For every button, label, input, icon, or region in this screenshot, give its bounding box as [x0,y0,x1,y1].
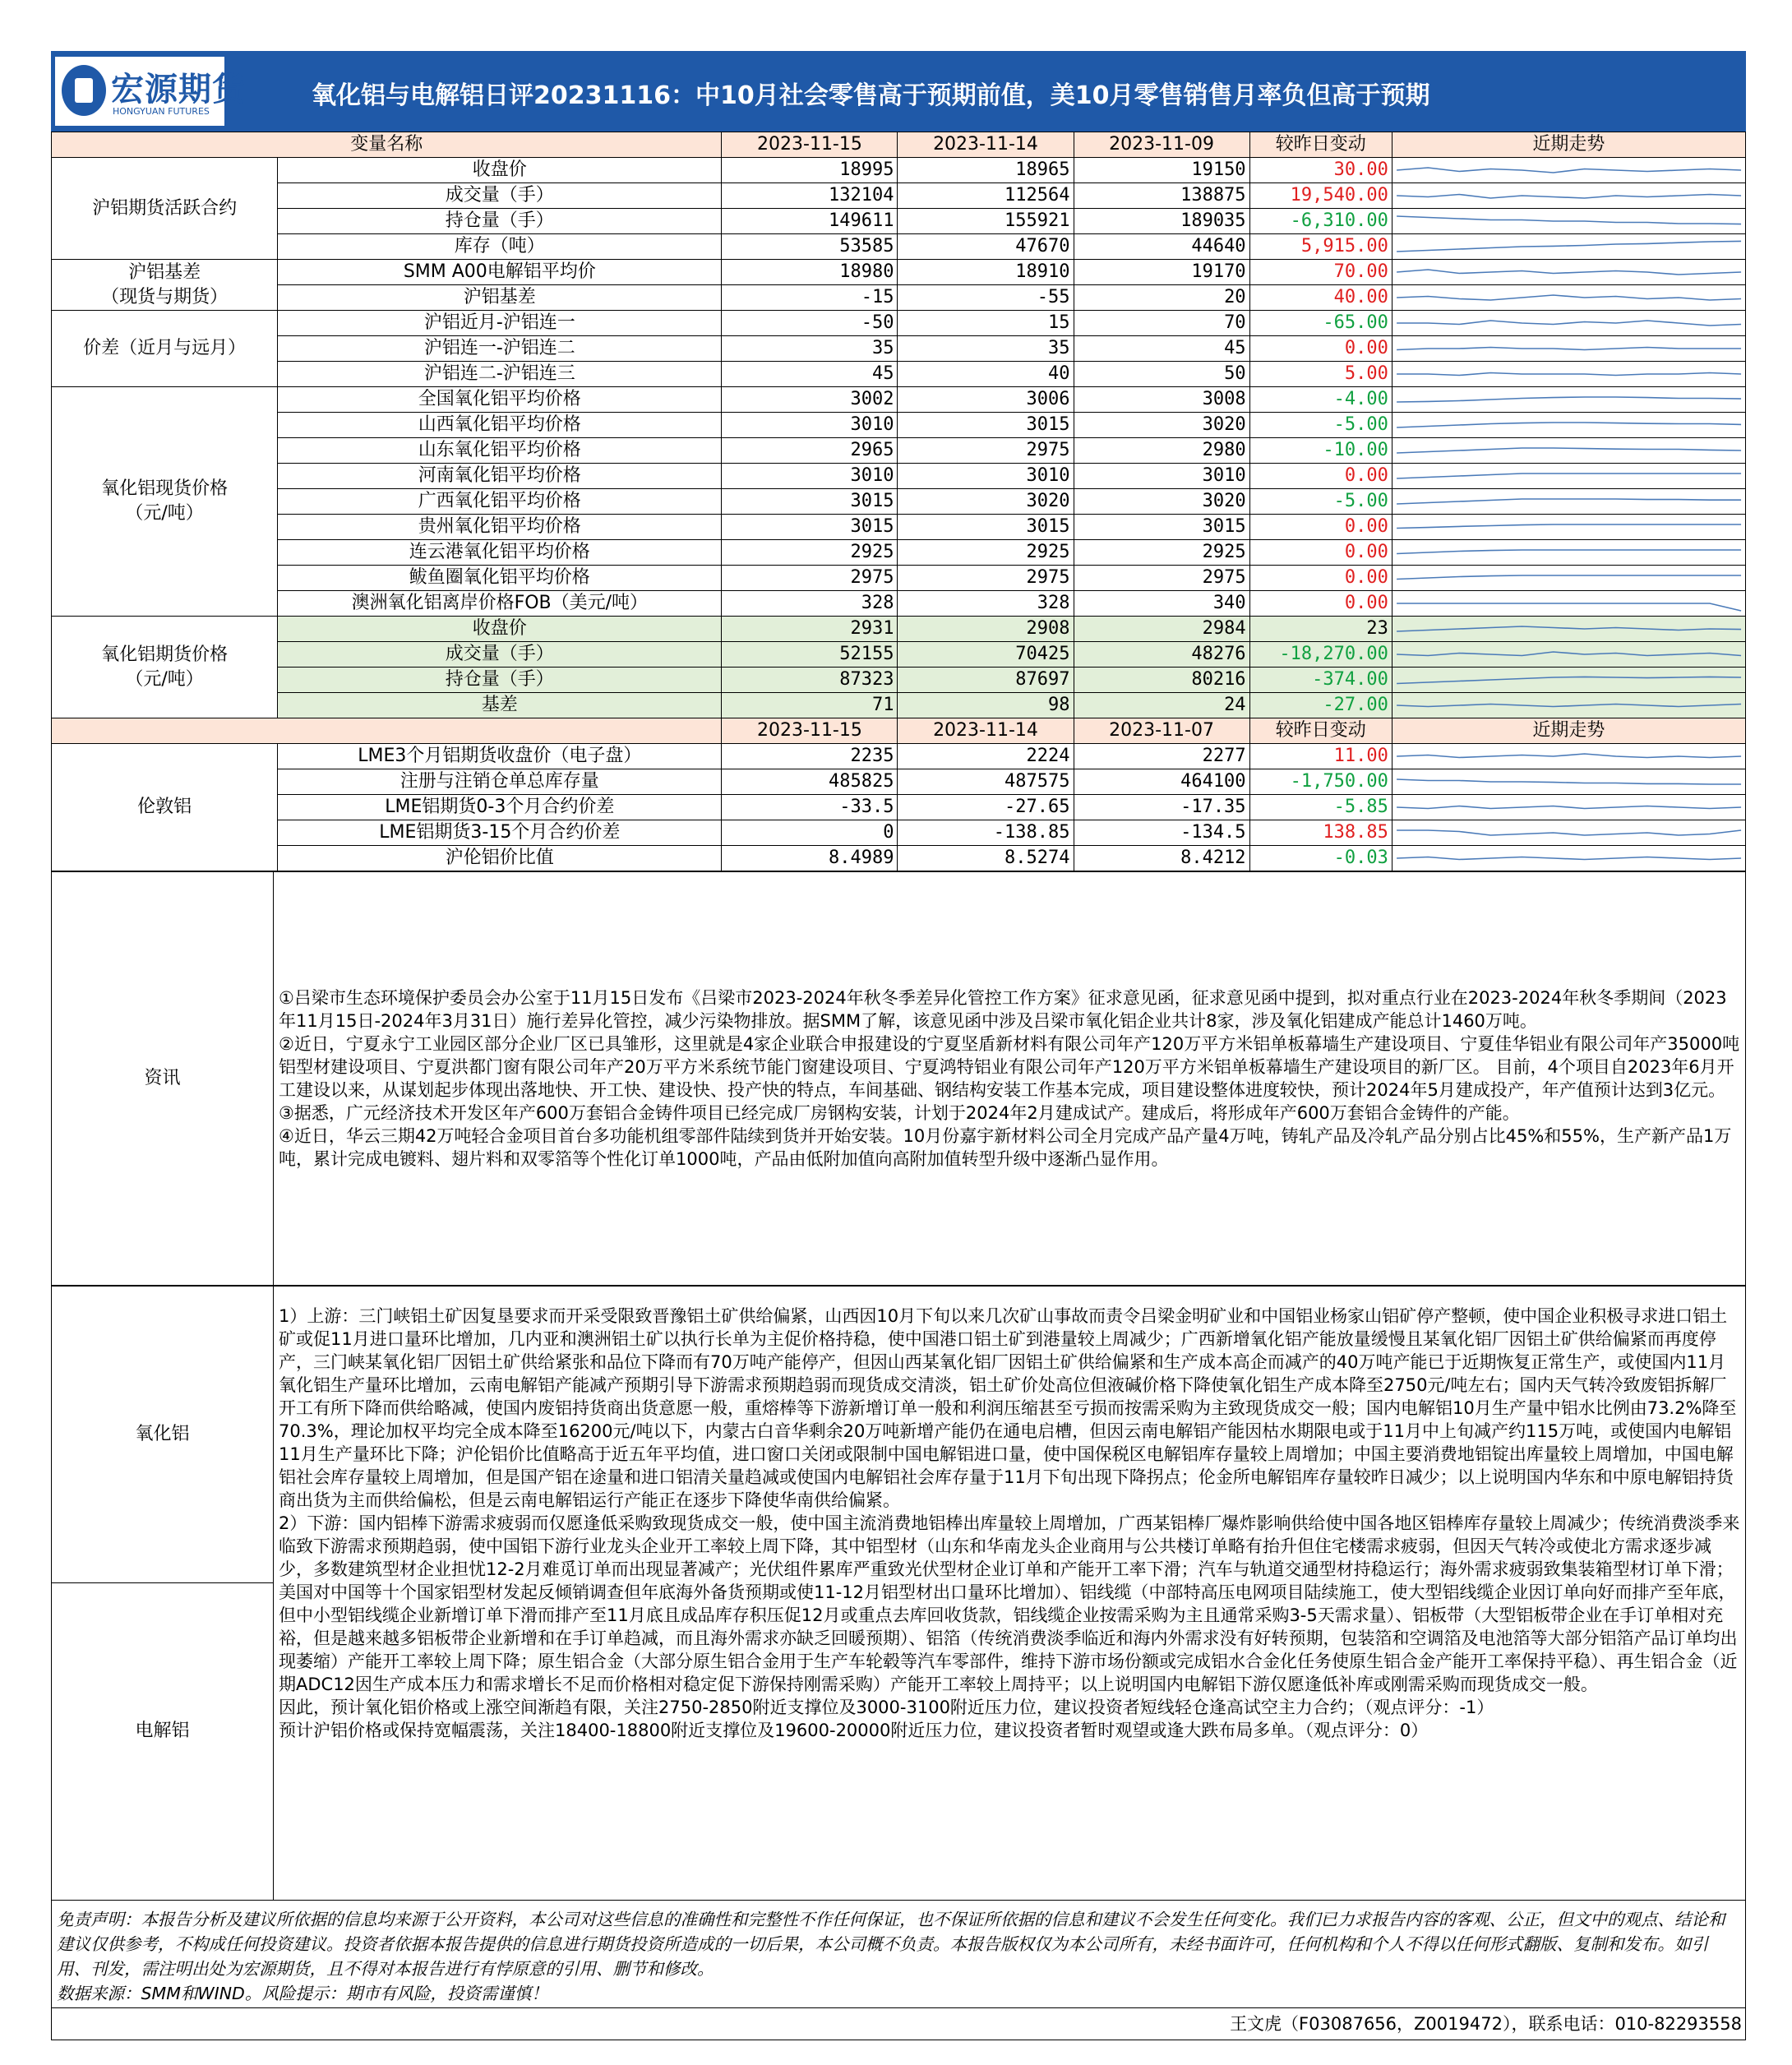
table-row [52,591,1746,617]
sparkline [1392,387,1745,413]
value-cell: 20 [1074,285,1249,311]
table-row [52,515,1746,540]
variable-name: 贵州氧化铝平均价格 [278,515,722,540]
sparkline-path [1397,830,1741,835]
value-cell: 3020 [1074,413,1249,438]
value-cell: 2925 [1074,540,1249,566]
value-cell: 2277 [1074,744,1249,769]
sparkline [1392,642,1745,668]
change-cell: 0.00 [1249,336,1392,362]
value-cell: 3008 [1074,387,1249,413]
sparkline-path [1397,195,1741,199]
sparkline-path [1397,603,1741,611]
sparkline-path [1397,857,1741,860]
value-cell: 2975 [1074,566,1249,591]
value-cell: 3015 [722,489,898,515]
analysis-upstream: 1）上游：三门峡铝土矿因复垦要求而开采受限致晋豫铝土矿供给偏紧，山西因10月下旬以来几次矿山事故而责令吕梁金明矿业和中国铝业杨家山铝矿停产整顿，使中国企业积极寻求进口铝土矿或促11月进口量环比增加，几内亚和澳洲铝土矿以执行长单为主促价格持稳，使中国港口铝土矿到港量较上周减少；广西新增氧化铝产能放量缓慢且某氧化铝厂因铝土矿供给偏紧而再度停产，三门峡某氧化铝厂因铝土矿供给紧张和品位下降而有70万吨产能停产，但因山西某氧化铝厂因铝土矿供给偏紧和生产成本高企而减产的40万吨产能已于近期恢复正常生产，或使国内11月氧化铝生产量环比增加，云南电解铝产能减产预期引导下游需求预期趋弱而现货成交清淡，铝土矿价处高位但液碱价格下降使氧化铝生产成本降至2750元/吨左右；国内天气转冷致废铝拆解厂开工有所下降而供给略减，使国内废铝持货商出货意愿一般，重熔棒等下游新增订单一般和利润压缩甚至亏损而按需采购为主致现货成交一般；国内电解铝10月生产量中铝水比例由73.2%降至70.3%，理论加权平均完全成本降至16200元/吨以下，内蒙古白音华剩余20万吨新增产能仍在通电启槽，但因云南电解铝产能因枯水期限电或于11月中上旬减产约115万吨，或使国内电解铝11月生产量环比下降；沪伦铝价比值略高于近五年平均值，进口窗口关闭或限制中国电解铝进口量，使中国保税区电解铝库存量较上周增加；中国主要消费地铝锭出库量较上周增加，中国电解铝社会库存量较上周增加，但是国产铝在途量和进口铝清关量趋减或使国内电解铝社会库存量于11月下旬出现下降拐点；伦金所电解铝库存量较昨日减少；以上说明国内华东和中原电解铝持货商出货为主而供给偏松，但是云南电解铝运行产能正在逐步下降使华南供给偏紧。 [279,1306,1737,1510]
table-row [52,668,1746,693]
variable-name: 山西氧化铝平均价格 [278,413,722,438]
sparkline [1392,744,1745,769]
sparkline [1392,820,1745,846]
sparkline [1392,540,1745,566]
sparkline-path [1397,474,1741,478]
value-cell: 45 [722,362,898,387]
sparkline [1392,234,1745,260]
sparkline-path [1397,524,1741,529]
value-cell: 2931 [722,617,898,642]
group-label [52,158,278,260]
header-cell: 较昨日变动 [1249,718,1392,744]
variable-name: 库存（吨） [278,234,722,260]
analyst-contact: 王文虎（F03087656，Z0019472），联系电话：010-82293558 [51,2008,1746,2040]
table-row [52,158,1746,183]
sparkline [1392,591,1745,617]
report-title: 氧化铝与电解铝日评20231116：中10月社会零售高于预期前值，美10月零售销售月率负但高于预期 [312,81,1430,110]
data-source: 数据来源：SMM和WIND。风险提示：期市有风险，投资需谨慎！ [57,1984,548,2003]
value-cell: 3020 [898,489,1074,515]
change-cell: -1,750.00 [1249,769,1392,795]
header-cell: 2023-11-14 [898,132,1074,158]
change-cell: -5.00 [1249,489,1392,515]
variable-name: 鲅鱼圈氧化铝平均价格 [278,566,722,591]
change-cell: 138.85 [1249,820,1392,846]
value-cell: 70 [1074,311,1249,336]
value-cell: 18910 [898,260,1074,285]
change-cell: -65.00 [1249,311,1392,336]
change-cell: 0.00 [1249,566,1392,591]
header-cell: 近期走势 [1392,718,1745,744]
change-cell: -0.03 [1249,846,1392,871]
header-cell: 2023-11-14 [898,718,1074,744]
value-cell: 24 [1074,693,1249,718]
change-cell: 0.00 [1249,540,1392,566]
disclaimer-text: 免责声明：本报告分析及建议所依据的信息均来源于公开资料，本公司对这些信息的准确性和完整性不作任何保证，也不保证所依据的信息和建议不会发生任何变化。我们已力求报告内容的客观、公正，但文中的观点、结论和建议仅供参考，不构成任何投资建议。投资者依据本报告提供的信息进行期货投资所造成的一切后果，本公司概不负责。本报告版权仅为本公司所有，未经书面许可，任何机构和个人不得以任何形式翻版、复制和发布。如引用、刊发，需注明出处为宏源期货，且不得对本报告进行有悖原意的引用、删节和修改。 [57,1910,1725,1979]
news-item: ④近日，华云三期42万吨轻合金项目首台多功能机组零部件陆续到货并开始安装。10月份嘉宇新材料公司全月完成产品产量4万吨，铸轧产品及冷轧产品分别占比45%和55%，生产新产品1万吨，累计完成电镀料、翅片料和双零箔等个性化订单1000吨，产品由低附加值向高附加值转型升级中逐渐凸显作用。 [279,1126,1732,1169]
variable-name: 沪铝近月-沪铝连一 [278,311,722,336]
value-cell: 3010 [722,464,898,489]
change-cell: 30.00 [1249,158,1392,183]
sparkline-path [1397,626,1741,631]
header-cell: 2023-11-15 [722,132,898,158]
table-row [52,234,1746,260]
sparkline [1392,617,1745,642]
table-row [52,489,1746,515]
group-label-text: 氧化铝现货价格 （元/吨） [101,478,229,524]
value-cell: -138.85 [898,820,1074,846]
value-cell: 2984 [1074,617,1249,642]
value-cell: 328 [898,591,1074,617]
header-row [52,132,1746,158]
sparkline-path [1397,779,1741,784]
electrolytic-label: 电解铝 [135,1721,190,1741]
value-cell: 19170 [1074,260,1249,285]
variable-name: 沪铝连二-沪铝连三 [278,362,722,387]
change-cell: 5.00 [1249,362,1392,387]
value-cell: 487575 [898,769,1074,795]
table-row [52,183,1746,209]
sparkline [1392,438,1745,464]
value-cell: 18995 [722,158,898,183]
table-row [52,285,1746,311]
sparkline [1392,260,1745,285]
value-cell: 0 [722,820,898,846]
value-cell: 45 [1074,336,1249,362]
value-cell: 112564 [898,183,1074,209]
value-cell: 340 [1074,591,1249,617]
change-cell: -18,270.00 [1249,642,1392,668]
group-label [52,744,278,871]
variable-name: LME铝期货3-15个月合约价差 [278,820,722,846]
value-cell: 40 [898,362,1074,387]
change-cell: 5,915.00 [1249,234,1392,260]
sparkline [1392,158,1745,183]
table-row [52,311,1746,336]
change-cell: 40.00 [1249,285,1392,311]
sparkline-path [1397,168,1741,173]
value-cell: 98 [898,693,1074,718]
header-cell: 2023-11-09 [1074,132,1249,158]
value-cell: 189035 [1074,209,1249,234]
value-cell: 48276 [1074,642,1249,668]
group-label-text: 伦敦铝 [137,797,192,817]
value-cell: 2965 [722,438,898,464]
value-cell: 3015 [722,515,898,540]
value-cell: 87697 [898,668,1074,693]
variable-name: 沪铝基差 [278,285,722,311]
sparkline [1392,566,1745,591]
value-cell: -55 [898,285,1074,311]
sparkline-path [1397,397,1741,402]
value-cell: 19150 [1074,158,1249,183]
variable-name: 连云港氧化铝平均价格 [278,540,722,566]
table-row [52,209,1746,234]
group-label-text: 沪铝基差 （现货与期货） [101,261,229,307]
variable-name: 沪铝连一-沪铝连二 [278,336,722,362]
variable-name: 山东氧化铝平均价格 [278,438,722,464]
sparkline-path [1397,241,1741,252]
sparkline-path [1397,216,1741,224]
sparkline-path [1397,652,1741,656]
value-cell: 464100 [1074,769,1249,795]
sparkline [1392,464,1745,489]
news-item: ②近日，宁夏永宁工业园区部分企业厂区已具雏形，这里就是4家企业联合申报建设的宁夏坚盾新材料有限公司年产120万平方米铝单板幕墙生产建设项目、宁夏佳华铝业有限公司年产35000吨铝型材建设项目、宁夏洪都门窗有限公司年产20万平方米系统节能门窗建设项目、宁夏鸿特铝业有限公司年产120万平方米铝单板幕墙生产建设项目的新厂区。 目前，4个项目自2023年6月开工建设以来，从谋划起步体现出落地快、开工快、建设快、投产快的特点，车间基础、钢结构安装工作基本完成，项目建设整体进度较快，预计2024年5月建成投产，年产值预计达到3亿元。 [279,1034,1740,1100]
group-label-text: 氧化铝期货价格 （元/吨） [101,644,229,690]
news-item: ①吕梁市生态环境保护委员会办公室于11月15日发布《吕梁市2023-2024年秋冬季差异化管控工作方案》征求意见函，征求意见函中提到，拟对重点行业在2023-2024年秋冬季期间（2023年11月15日-2024年3月31日）施行差异化管控，减少污染物排放。据SMM了解，该意见函中涉及吕梁市氧化铝企业共计8家，涉及氧化铝建成产能总计1460万吨。 [279,988,1727,1031]
sparkline [1392,846,1745,871]
change-cell: 23 [1249,617,1392,642]
value-cell: 3002 [722,387,898,413]
table-row [52,336,1746,362]
value-cell: 52155 [722,642,898,668]
value-cell: 71 [722,693,898,718]
value-cell: -50 [722,311,898,336]
change-cell: 0.00 [1249,464,1392,489]
value-cell: 2908 [898,617,1074,642]
value-cell: 2235 [722,744,898,769]
analysis-aluminium-view: 预计沪铝价格或保持宽幅震荡，关注18400-18800附近支撑位及19600-20000附近压力位，建议投资者暂时观望或逢大跌布局多单。（观点评分：0） [279,1721,1429,1740]
sparkline-path [1397,423,1741,427]
change-cell: 11.00 [1249,744,1392,769]
sparkline [1392,413,1745,438]
sparkline [1392,693,1745,718]
group-label-text: 沪铝期货活跃合约 [92,197,238,219]
logo-text: 宏源期货 [111,71,246,109]
table-row [52,795,1746,820]
change-cell: 70.00 [1249,260,1392,285]
sparkline-path [1397,348,1741,350]
report-header [51,51,1746,132]
alumina-label: 氧化铝 [52,1287,273,1583]
variable-name: 河南氧化铝平均价格 [278,464,722,489]
value-cell: 2980 [1074,438,1249,464]
change-cell: -5.85 [1249,795,1392,820]
news-item: ③据悉，广元经济技术开发区年产600万套铝合金铸件项目已经完成厂房钢构安装，计划于2024年2月建成试产。建成后，将形成年产600万套铝合金铸件的产能。 [279,1103,1520,1123]
sparkline-path [1397,575,1741,580]
news-content [274,872,1746,1286]
table-row [52,260,1746,285]
variable-name: LME铝期货0-3个月合约价差 [278,795,722,820]
group-label [52,387,278,617]
sparkline [1392,668,1745,693]
value-cell: -15 [722,285,898,311]
sparkline-path [1397,806,1741,809]
change-cell: -27.00 [1249,693,1392,718]
value-cell: 3015 [898,515,1074,540]
logo-subtext: HONGYUAN FUTURES [113,106,210,117]
sparkline [1392,285,1745,311]
value-cell: 87323 [722,668,898,693]
value-cell: -33.5 [722,795,898,820]
variable-name: 成交量（手） [278,183,722,209]
sparkline-path [1397,295,1741,300]
variable-name: LME3个月铝期货收盘价（电子盘） [278,744,722,769]
group-label [52,311,278,387]
disclaimer [51,1901,1746,2008]
sparkline-path [1397,448,1741,453]
variable-name: 基差 [278,693,722,718]
sparkline [1392,769,1745,795]
variable-name: SMM A00电解铝平均价 [278,260,722,285]
sparkline-path [1397,270,1741,275]
table-row [52,744,1746,769]
value-cell: 149611 [722,209,898,234]
variable-name: 澳洲氧化铝离岸价格FOB（美元/吨） [278,591,722,617]
value-cell: 3010 [1074,464,1249,489]
value-cell: 53585 [722,234,898,260]
sparkline-path [1397,321,1741,326]
value-cell: 18980 [722,260,898,285]
change-cell: -5.00 [1249,413,1392,438]
value-cell: 80216 [1074,668,1249,693]
table-row [52,820,1746,846]
value-cell: -27.65 [898,795,1074,820]
variable-name: 持仓量（手） [278,668,722,693]
value-cell: -134.5 [1074,820,1249,846]
change-cell: -374.00 [1249,668,1392,693]
sparkline-path [1397,705,1741,707]
table-row [52,540,1746,566]
variable-name: 沪伦铝价比值 [278,846,722,871]
header-cell: 2023-11-15 [722,718,898,744]
value-cell: -17.35 [1074,795,1249,820]
variable-name: 注册与注销仓单总库存量 [278,769,722,795]
sparkline [1392,336,1745,362]
value-cell: 15 [898,311,1074,336]
change-cell: 0.00 [1249,591,1392,617]
group-label [52,260,278,311]
table-row [52,413,1746,438]
table-row [52,642,1746,668]
sparkline-path [1397,677,1741,683]
analysis-content [274,1287,1746,1901]
sparkline [1392,311,1745,336]
change-cell: -4.00 [1249,387,1392,413]
value-cell: 3020 [1074,489,1249,515]
table-row [52,362,1746,387]
sparkline [1392,209,1745,234]
value-cell: 3010 [898,464,1074,489]
sparkline [1392,362,1745,387]
header-row [52,718,1746,744]
sparkline [1392,795,1745,820]
table-row [52,693,1746,718]
value-cell: 50 [1074,362,1249,387]
value-cell: 3010 [722,413,898,438]
value-cell: 485825 [722,769,898,795]
sparkline-path [1397,550,1741,554]
sparkline-path [1397,499,1741,504]
value-cell: 70425 [898,642,1074,668]
value-cell: 138875 [1074,183,1249,209]
variable-name: 成交量（手） [278,642,722,668]
value-cell: 328 [722,591,898,617]
news-label: 资讯 [52,872,274,1286]
table-row [52,566,1746,591]
analysis-downstream: 2）下游：国内铝棒下游需求疲弱而仅愿逢低采购致现货成交一般，使中国主流消费地铝棒出库量较上周增加，广西某铝棒厂爆炸影响供给使中国各地区铝棒库存量较上周减少；传统消费淡季来临致下游需求预期趋弱，使中国铝下游行业龙头企业开工率较上周下降，其中铝型材（山东和华南龙头企业商用与公共楼订单略有抬升但住宅楼需求疲弱，但因天气转冷或使北方需求逐步减少，多数建筑型材企业担忧12-2月难觅订单而出现显著减产；光伏组件累库严重致光伏型材企业订单和产能开工率下滑；汽车与轨道交通型材持稳运行；海外需求疲弱致集装箱型材订单下滑；美国对中国等十个国家铝型材发起反倾销调查但年底海外备货预期或使11-12月铝型材出口量环比增加）、铝线缆（中部特高压电网项目陆续施工，使大型铝线缆企业因订单向好而排产至年底，但中小型铝线缆企业新增订单下滑而排产至11月底且成品库存积压促12月或重点去库回收货款，铝线缆企业按需采购为主且通常采购3-5天需求量）、铝板带（大型铝板带企业在手订单相对充裕，但是越来越多铝板带企业新增和在手订单趋减，而且海外需求亦缺乏回暖预期）、铝箔（传统消费淡季临近和海内外需求没有好转预期，包装箔和空调箔及电池箔等大部分铝箔产品订单均出现萎缩）产能开工率较上周下降；原生铝合金（大部分原生铝合金用于生产车轮毂等汽车零部件，维持下游市场份额或完成铝水合金化任务使原生铝合金产能开工率保持平稳）、再生铝合金（近期ADC12因生产成本压力和需求增长不足而价格相对稳定促下游保持刚需采购）产能开工率较上周持平；以上说明国内电解铝下游仅愿逢低补库或刚需采购而现货成交一般。 [279,1513,1740,1694]
value-cell: 47670 [898,234,1074,260]
variable-name: 广西氧化铝平均价格 [278,489,722,515]
table-row [52,617,1746,642]
change-cell: 19,540.00 [1249,183,1392,209]
header-cell: 2023-11-07 [1074,718,1249,744]
variable-name: 持仓量（手） [278,209,722,234]
value-cell: 35 [898,336,1074,362]
value-cell: 2224 [898,744,1074,769]
value-cell: 2925 [898,540,1074,566]
table-row [52,769,1746,795]
change-cell: -6,310.00 [1249,209,1392,234]
news-table [51,871,1746,1286]
header-cell: 近期走势 [1392,132,1745,158]
table-row [52,464,1746,489]
sparkline [1392,489,1745,515]
value-cell: 8.4989 [722,846,898,871]
value-cell: 3015 [1074,515,1249,540]
change-cell: 0.00 [1249,515,1392,540]
value-cell: 18965 [898,158,1074,183]
sparkline [1392,515,1745,540]
group-label-text: 价差（近月与远月） [83,338,247,358]
sparkline [1392,183,1745,209]
group-label [52,617,278,718]
logo-mark-icon [62,65,106,116]
data-table [51,132,1746,871]
table-row [52,846,1746,871]
variable-name: 收盘价 [278,158,722,183]
change-cell: -10.00 [1249,438,1392,464]
value-cell: 132104 [722,183,898,209]
value-cell: 35 [722,336,898,362]
value-cell: 2975 [898,566,1074,591]
analysis-table [51,1286,1746,1901]
value-cell: 8.5274 [898,846,1074,871]
sparkline-path [1397,373,1741,376]
value-cell: 2925 [722,540,898,566]
header-cell: 变量名称 [52,132,722,158]
company-logo [55,57,246,126]
value-cell: 2975 [898,438,1074,464]
table-row [52,438,1746,464]
value-cell: 8.4212 [1074,846,1249,871]
variable-name: 收盘价 [278,617,722,642]
header-cell [52,718,722,744]
value-cell: 155921 [898,209,1074,234]
value-cell: 3015 [898,413,1074,438]
report [51,51,1746,2040]
value-cell: 44640 [1074,234,1249,260]
header-cell: 较昨日变动 [1249,132,1392,158]
value-cell: 3006 [898,387,1074,413]
value-cell: 2975 [722,566,898,591]
analysis-alumina-view: 因此，预计氧化铝价格或上涨空间渐趋有限，关注2750-2850附近支撑位及3000-3100附近压力位，建议投资者短线轻仓逢高试空主力合约；（观点评分：-1） [279,1698,1494,1717]
table-row [52,387,1746,413]
sparkline-path [1397,754,1741,758]
variable-name: 全国氧化铝平均价格 [278,387,722,413]
